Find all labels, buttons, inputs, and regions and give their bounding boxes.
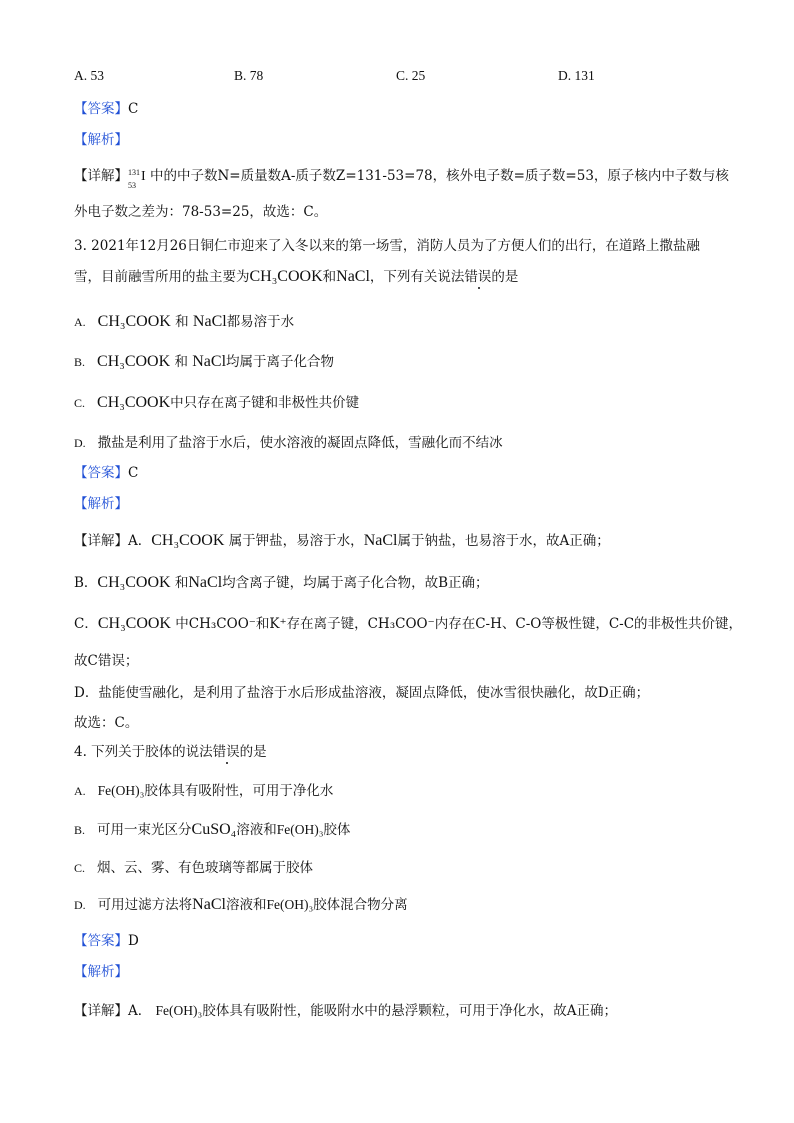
detail-text: 属于钾盐，易溶于水， <box>228 533 364 549</box>
answer-value: C <box>128 101 139 117</box>
isotope <box>128 167 150 190</box>
conclusion-text: 故选：C。 <box>74 715 139 731</box>
question-stem: 的是 <box>239 744 267 760</box>
q3-detail-c <box>74 615 742 633</box>
q3-analysis <box>74 495 128 513</box>
question-stem: 的是 <box>491 269 519 285</box>
detail-tag: 【详解】 <box>74 168 128 184</box>
detail-text: D．盐能使雪融化，是利用了盐溶于水后形成盐溶液，凝固点降低，使冰雪很快融化，故D正确； <box>74 685 650 701</box>
detail-text: 外电子数之差为：78-53=25，故选：C。 <box>74 204 328 220</box>
option-label: D. <box>74 898 86 912</box>
formula-nacl: NaCl <box>336 268 370 285</box>
detail-text: 和 <box>174 575 189 591</box>
question-stem: 和 <box>322 269 337 285</box>
formula-feoh3: Fe(OH)₃ <box>266 897 314 912</box>
q3-stem-line-2 <box>74 268 518 286</box>
q2-detail-line-1 <box>74 167 729 190</box>
option-text: 烟、云、雾、有色玻璃等都属于胶体 <box>97 860 314 876</box>
answer-value: C <box>128 465 139 481</box>
option-text: 可用一束光区分 <box>97 822 192 838</box>
detail-tag: 【详解】 <box>74 533 128 549</box>
q4-option-c <box>74 859 313 877</box>
q4-detail-a <box>74 1002 617 1020</box>
formula-ch3cook: CH₃COOK <box>97 574 171 591</box>
choice-d: D. 131 <box>558 68 595 83</box>
formula-ch3cook: CH₃COOK <box>97 313 171 330</box>
detail-text: 胶体具有吸附性，能吸附水中的悬浮颗粒，可用于净化水，故A正确； <box>202 1003 617 1019</box>
q3-detail-d <box>74 684 649 702</box>
q2-answer <box>74 100 138 118</box>
detail-text: A． <box>128 533 152 549</box>
option-text: 中只存在离子键和非极性共价键 <box>170 395 360 411</box>
detail-text: 中的中子数N=质量数A-质子数Z=131-53=78，核外电子数=质子数=53，原子核内中子数与核 <box>150 168 729 184</box>
answer-tag: 【答案】 <box>74 465 128 481</box>
q3-option-d <box>74 434 503 452</box>
detail-text: 故C错误； <box>74 653 139 669</box>
formula-nacl: NaCl <box>192 896 226 913</box>
option-text: 可用过滤方法将 <box>97 897 193 913</box>
question-stem: 雪，目前融雪所用的盐主要为 <box>74 269 250 285</box>
question-stem: ，下列有关说法 <box>369 269 465 285</box>
detail-text: A． <box>128 1003 152 1019</box>
option-text: 胶体具有吸附性，可用于净化水 <box>144 783 334 799</box>
formula-ch3cook: CH₃COOK <box>97 353 171 370</box>
formula-ch3cook: CH₃COOK <box>249 268 323 285</box>
formula-ch3cook: CH₃COOK <box>151 532 225 549</box>
q3-option-c <box>74 394 359 412</box>
option-label: C. <box>74 396 86 410</box>
isotope-mass: 131 <box>128 167 140 177</box>
q4-option-b <box>74 821 350 839</box>
option-label: B. <box>74 823 86 837</box>
question-stem: 3. 2021年12月26日铜仁市迎来了入冬以来的第一场雪，消防人员为了方便人们的出行，在道路上撒盐融 <box>74 238 700 254</box>
q2-detail-line-2 <box>74 203 327 221</box>
option-text: 胶体混合物分离 <box>313 897 408 913</box>
option-label: A. <box>74 784 86 798</box>
option-label: D. <box>74 436 86 450</box>
answer-tag: 【答案】 <box>74 101 128 117</box>
q3-detail-c-cont <box>74 652 138 670</box>
emphasis-wrong: 错误 <box>464 269 492 285</box>
option-text: 胶体 <box>323 822 351 838</box>
q4-answer <box>74 932 139 950</box>
q3-conclusion <box>74 714 138 732</box>
formula-feoh3: Fe(OH)₃ <box>97 783 145 798</box>
choice-a: A. 53 <box>74 68 104 83</box>
formula-nacl: NaCl <box>363 532 398 549</box>
q3-stem-line-1 <box>74 237 700 255</box>
formula-nacl: NaCl <box>188 574 223 591</box>
detail-tag: 【详解】 <box>74 1003 128 1019</box>
isotope-number: 53 <box>128 180 136 190</box>
formula-cuso4: CuSO₄ <box>191 821 237 838</box>
option-label: B. <box>74 355 86 369</box>
choice-c: C. 25 <box>396 68 426 83</box>
q4-analysis <box>74 963 128 981</box>
q4-option-d <box>74 896 408 914</box>
formula-nacl: NaCl <box>192 313 227 330</box>
detail-text: 属于钠盐，也易溶于水，故A正确； <box>397 533 610 549</box>
formula-nacl: NaCl <box>192 353 227 370</box>
q3-detail-b <box>74 574 489 592</box>
q3-answer <box>74 464 138 482</box>
analysis-tag: 【解析】 <box>74 964 128 980</box>
detail-text: 中CH₃COO⁻和K⁺存在离子键，CH₃COO⁻内存在C-H、C-O等极性键，C-C的非极性共价键， <box>175 616 743 632</box>
option-text: 都易溶于水 <box>226 314 295 330</box>
detail-text: B． <box>74 575 98 591</box>
option-text: 溶液和 <box>236 822 277 838</box>
isotope-symbol: I <box>141 168 146 184</box>
analysis-tag: 【解析】 <box>74 132 128 148</box>
answer-tag: 【答案】 <box>74 933 128 949</box>
answer-value: D <box>128 933 139 949</box>
choice-b: B. 78 <box>234 68 264 83</box>
analysis-tag: 【解析】 <box>74 496 128 512</box>
q2-analysis <box>74 131 128 149</box>
q3-option-a: A. CH₃COOK 和 NaCl都易溶于水 <box>74 313 295 330</box>
option-text: 溶液和 <box>225 897 267 913</box>
q4-option-a <box>74 782 333 800</box>
formula-ch3cook: CH₃COOK <box>97 394 171 411</box>
formula-feoh3: Fe(OH)₃ <box>276 822 324 837</box>
option-label: C. <box>74 861 86 875</box>
formula-feoh3: Fe(OH)₃ <box>155 1003 203 1018</box>
question-stem: 4. 下列关于胶体的说法 <box>74 744 213 760</box>
formula-ch3cook: CH₃COOK <box>97 615 171 632</box>
detail-text: C． <box>74 616 98 632</box>
emphasis-wrong: 错误 <box>212 744 240 760</box>
option-label: A. <box>74 315 86 329</box>
option-text: 均属于离子化合物 <box>226 354 335 370</box>
q4-stem <box>74 743 267 761</box>
option-text: 撒盐是利用了盐溶于水后，使水溶液的凝固点降低，雪融化而不结冰 <box>97 435 503 451</box>
q3-detail-a <box>74 532 610 550</box>
q3-option-b: B. CH₃COOK 和 NaCl均属于离子化合物 <box>74 353 335 370</box>
detail-text: 均含离子键，均属于离子化合物，故B正确； <box>222 575 489 591</box>
